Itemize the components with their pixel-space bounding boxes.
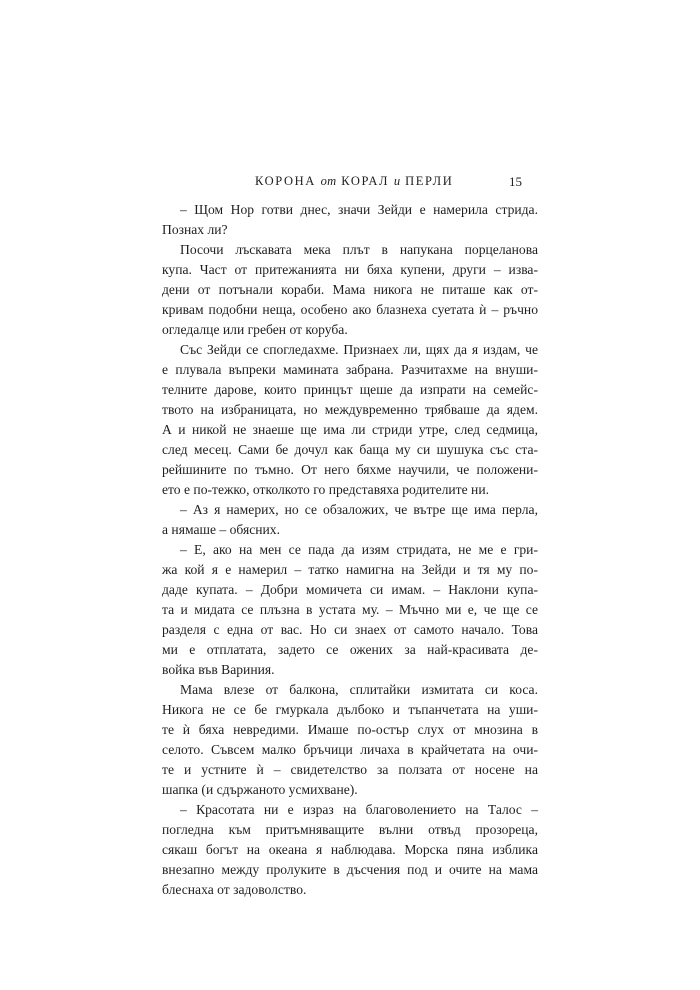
text-line: селото. Съвсем малко бръчици личаха в крайчетата на очи- [162,742,538,757]
text-line: купа. Част от притежанията ни бяха купени, други – изва- [162,262,538,277]
text-line: кривам подобни неща, особено ако блазнеха суетата ѝ – ръчно [162,302,538,317]
text-line: Никога не се бе гмуркала дълбоко и тъпанчетата на уши- [162,702,538,717]
running-head [0,174,700,194]
text-line: огледалце или гребен от коруба. [162,322,348,337]
title-word-3: ПЕРЛИ [405,174,454,188]
title-conjunction-2: и [393,174,401,188]
text-line: Със Зейди се спогледахме. Признаех ли, щях да я издам, че [180,342,538,357]
title-word-1: КОРОНА [255,174,316,188]
text-line: след месец. Сами бе дочул как баща му си шушука със ста- [162,442,538,457]
text-line: войка във Вариния. [162,662,275,677]
text-line: е плувала въпреки мамината забрана. Разчитахме на внуши- [162,362,538,377]
text-line: Мама влезе от балкона, сплитайки измитата си коса. [180,682,538,697]
text-line: а нямаше – обясних. [162,522,281,537]
text-line: Познах ли? [162,222,228,237]
text-line: телните дарове, които принцът щеше да изпрати на семейс- [162,382,538,397]
text-line: погледна към притъмняващите вълни отвъд прозореца, [162,822,538,837]
text-line: твото на избраницата, но междувременно трябваше да ядем. [162,402,538,417]
text-line: – Щом Нор готви днес, значи Зейди е намерила стрида. [180,202,538,217]
body-text [162,200,538,900]
title-word-2: КОРАЛ [341,174,390,188]
text-line: – Е, ако на мен се пада да изям стридата, не ме е гри- [180,542,538,557]
page-number: 15 [509,174,522,189]
text-line: те ѝ бяха невредими. Имаше по-остър слух от мнозина в [162,722,538,737]
text-line: А и никой не знаеше ще има ли стриди утре, след седмица, [162,422,538,437]
text-line: даде купата. – Добри момичета си имам. – Наклони купа- [162,582,538,597]
text-line: блеснаха от задоволство. [162,882,307,897]
text-line: сякаш богът на океана я наблюдава. Морска пяна изблика [162,842,538,857]
text-line: рейшините по тъмно. От него бяхме научили, че положени- [162,462,538,477]
text-line: те и устните ѝ – свидетелство за ползата от носене на [162,762,538,777]
text-line: – Аз я намерих, но се обзаложих, че вътре ще има перла, [180,502,538,517]
text-line: ми е отплатата, задето се ожених за най-красивата де- [162,642,538,657]
text-line: дени от потънали кораби. Мама никога не питаше как от- [162,282,538,297]
text-line: шапка (и сдържаното усмихване). [162,782,358,797]
book-title [255,174,453,189]
text-line: жа кой я е намерил – татко намигна на Зейди и тя му по- [162,562,538,577]
text-line: – Красотата ни е израз на благоволението на Талос – [180,802,538,817]
text-line: та и мидата се плъзна в устата му. – Мъчно ми е, че ще се [162,602,538,617]
text-line: ето е по-тежко, отколкото го представяха родителите ни. [162,482,489,497]
text-line: Посочи лъскавата мека плът в напукана порцеланова [180,242,538,257]
text-line: разделя с една от вас. Но си знаех от самото начало. Това [162,622,538,637]
text-line: внезапно между пролуките в дъсчения под и очите на мама [162,862,538,877]
title-conjunction-1: от [320,174,337,188]
